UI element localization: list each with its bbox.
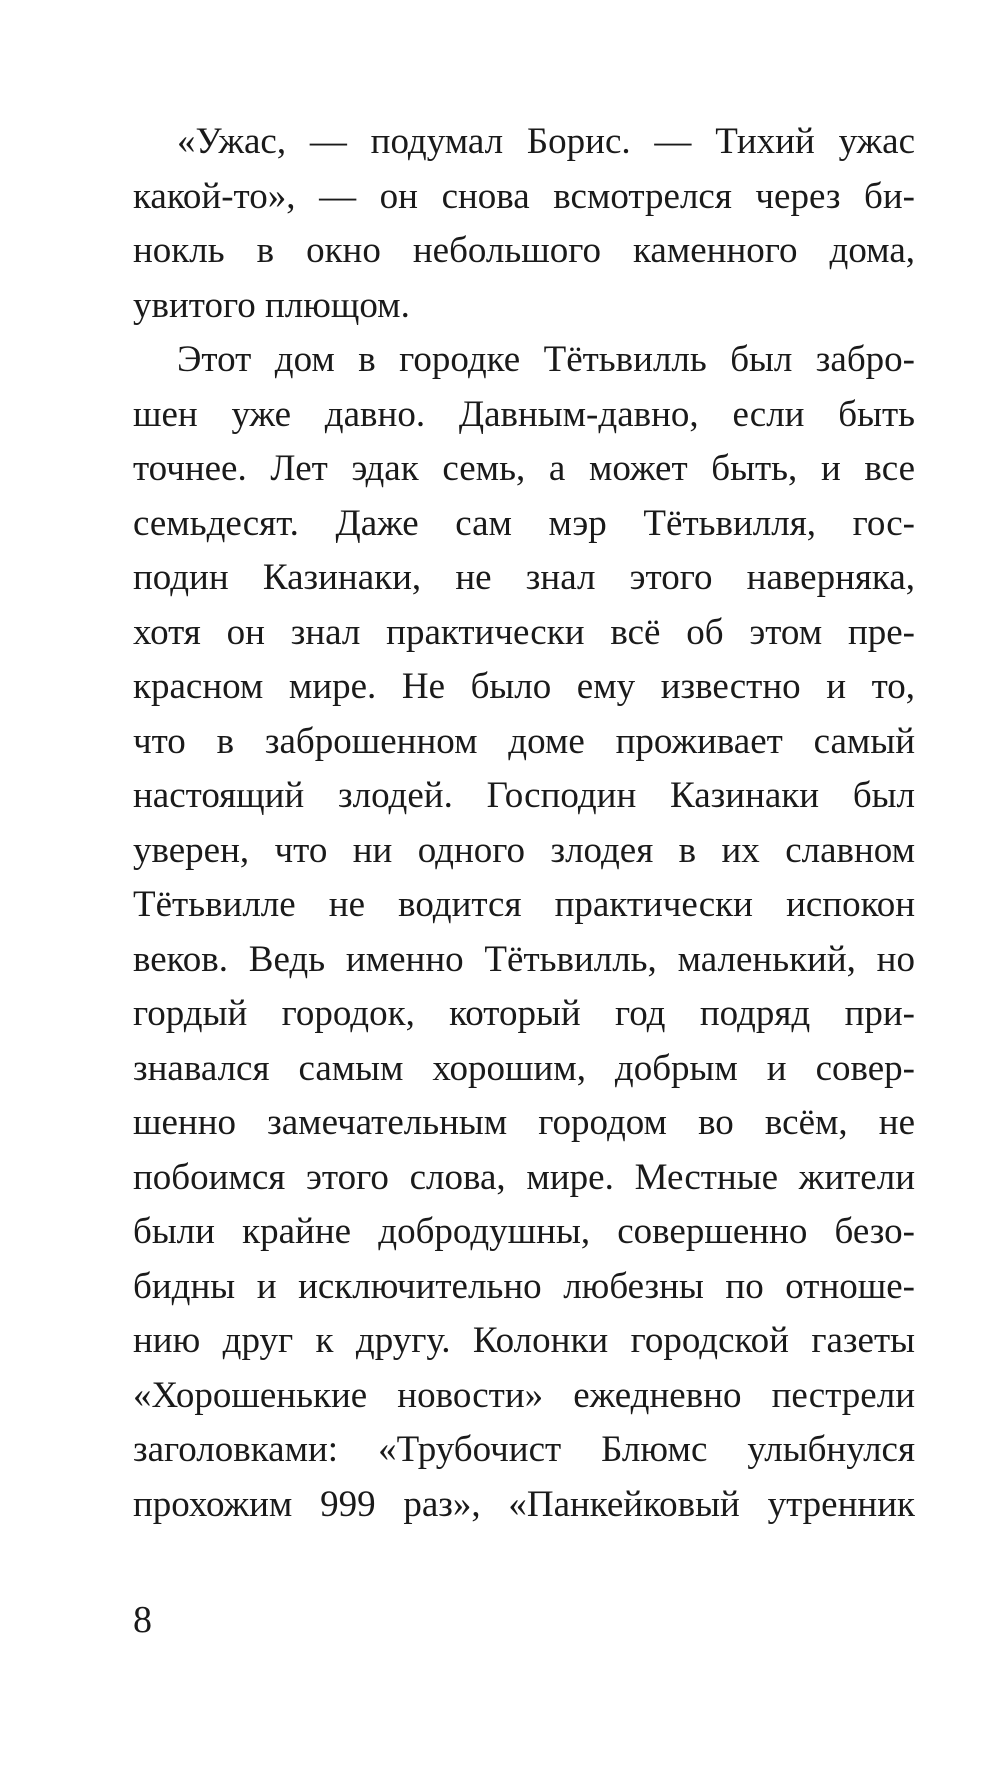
text-line: были крайне добродушны, совершенно безо-: [133, 1211, 915, 1252]
text-line: настоящий злодей. Господин Казинаки был: [133, 775, 915, 816]
text-line: «Хорошенькие новости» ежедневно пестрели: [133, 1374, 915, 1416]
text-line: гордый городок, который год подряд при-: [133, 993, 915, 1034]
text-line: бидны и исключительно любезны по отноше-: [133, 1265, 915, 1307]
text-line: шен уже давно. Давным-давно, если быть: [133, 393, 915, 435]
text-line: хотя он знал практически всё об этом пре-: [133, 611, 915, 653]
text-line: нокль в окно небольшого каменного дома,: [133, 230, 915, 271]
text-line: веков. Ведь именно Тётьвилль, маленький, но: [133, 938, 915, 980]
text-line: знавался самым хорошим, добрым и совер-: [133, 1047, 915, 1089]
paragraph-2: [133, 333, 915, 1532]
text-line: семьдесят. Даже сам мэр Тётьвилля, гос-: [133, 502, 915, 544]
text-line: подин Казинаки, не знал этого наверняка,: [133, 557, 915, 598]
text-line: уверен, что ни одного злодея в их славном: [133, 829, 915, 871]
text-line: увитого плющом.: [133, 284, 410, 326]
text-line: побоимся этого слова, мире. Местные жители: [133, 1156, 915, 1198]
text-line: красном мире. Не было ему известно и то,: [133, 666, 915, 707]
page-number: 8: [133, 1599, 152, 1641]
text-line: шенно замечательным городом во всём, не: [133, 1102, 915, 1143]
paragraph-1: [133, 115, 915, 333]
text-line: «Ужас, — подумал Борис. — Тихий ужас: [177, 121, 915, 162]
text-line: Этот дом в городке Тётьвилль был забро-: [177, 339, 915, 380]
text-line: какой-то», — он снова всмотрелся через би-: [133, 175, 915, 217]
text-line: заголовками: «Трубочист Блюмс улыбнулся: [133, 1429, 915, 1470]
text-line: прохожим 999 раз», «Панкейковый утренник: [133, 1483, 915, 1525]
text-line: точнее. Лет эдак семь, а может быть, и все: [133, 448, 915, 489]
body-text: [133, 115, 915, 1532]
text-line: что в заброшенном доме проживает самый: [133, 720, 915, 762]
text-line: Тётьвилле не водится практически испокон: [133, 884, 915, 925]
text-line: нию друг к другу. Колонки городской газеты: [133, 1320, 915, 1361]
